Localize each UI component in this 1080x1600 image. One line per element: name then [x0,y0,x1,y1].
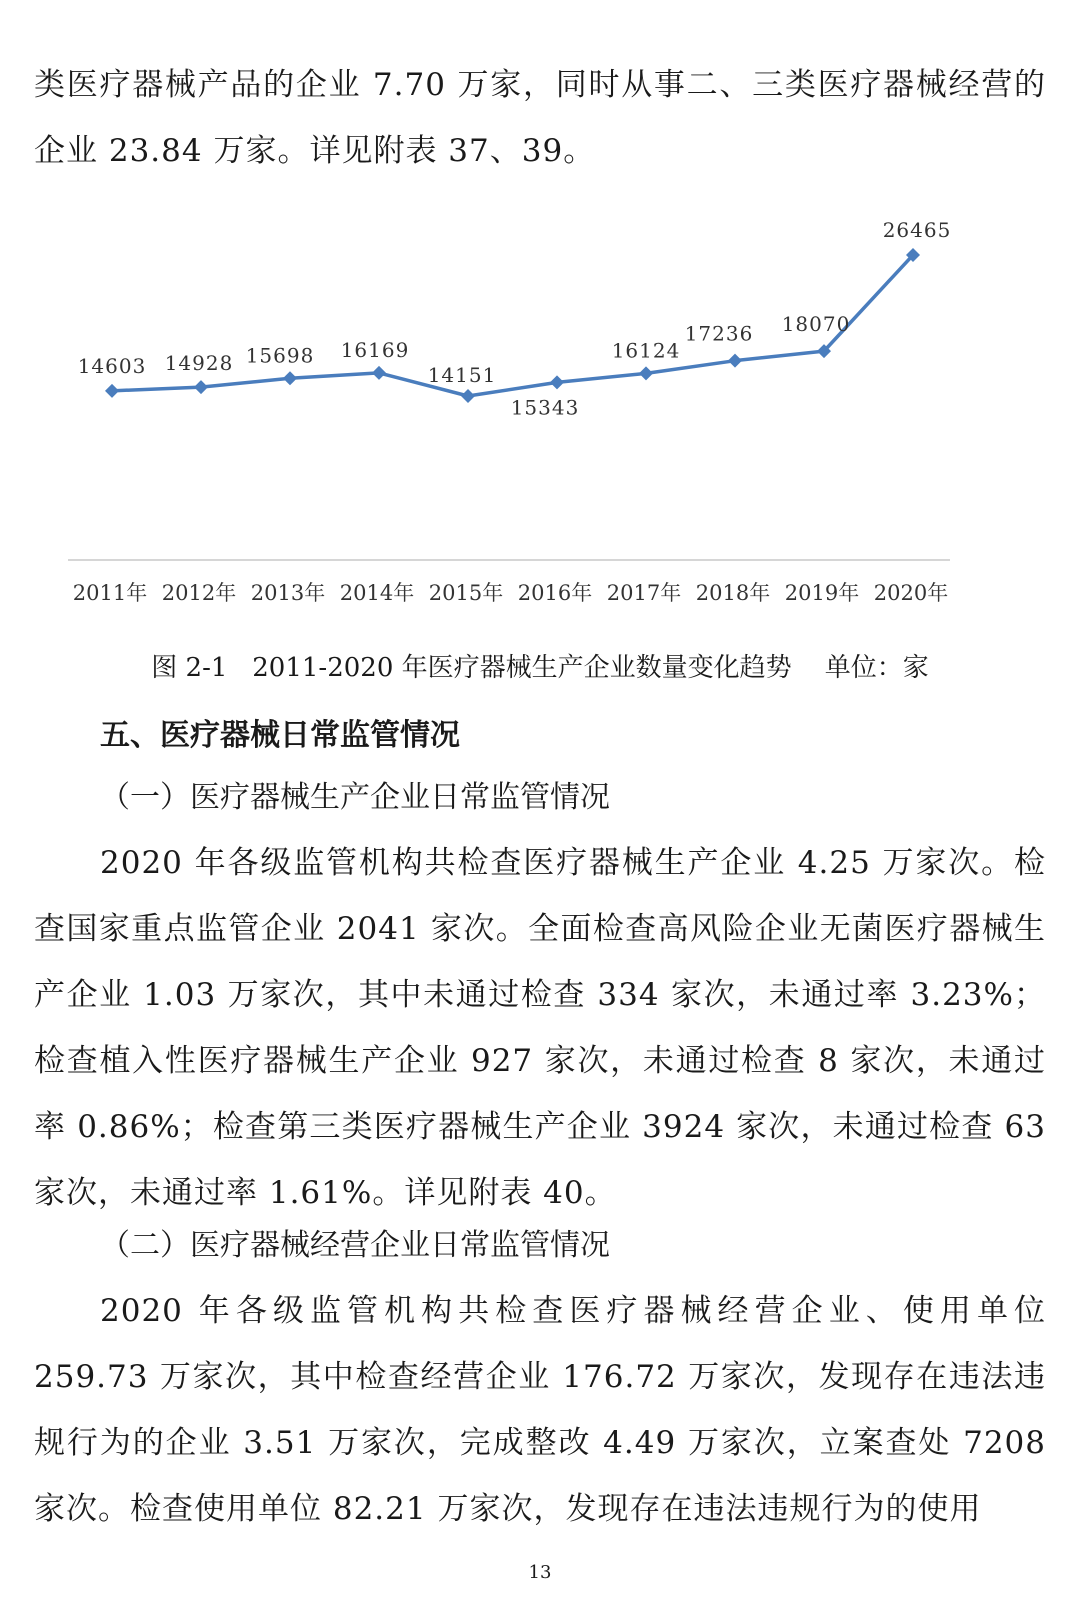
data-label: 16124 [611,338,681,363]
figure-caption [0,650,1080,686]
data-label: 14151 [427,363,497,387]
page-number: 13 [528,1562,552,1583]
figure-unit: 单位：家 [824,653,929,683]
x-tick-label: 2011年 [72,581,148,605]
x-tick-label: 2016年 [517,581,593,605]
subsection-heading-1: （一）医疗器械生产企业日常监管情况 [100,780,610,815]
data-label: 26465 [882,220,952,242]
x-tick-label: 2012年 [161,581,237,605]
x-tick-label: 2017年 [606,581,682,605]
subsection-paragraph-2: 2020 年各级监管机构共检查医疗器械经营企业、使用单位 259.73 万家次，其中检查经营企业 176.72 万家次，发现存在违法违规行为的企业 3.51 万家次，完成整改 4.49 万家次，立案查处 7208 家次。检查使用单位 82.21 万家次，发现存在违法违规行为的使用 [34,1293,1046,1527]
data-label: 18070 [781,312,851,337]
data-label: 16169 [340,337,410,362]
line-chart [0,220,1080,630]
figure-caption-text: 2011-2020 年医疗器械生产企业数量变化趋势 [252,653,792,683]
data-point-marker [728,354,742,368]
figure-number: 图 2-1 [151,653,228,683]
x-tick-label: 2020年 [873,581,949,605]
data-point-marker [194,380,208,394]
x-tick-label: 2013年 [250,581,326,605]
subsection-paragraph-1: 2020 年各级监管机构共检查医疗器械生产企业 4.25 万家次。检查国家重点监管企业 2041 家次。全面检查高风险企业无菌医疗器械生产企业 1.03 万家次，其中未通过检查 334 家次，未通过率 3.23%；检查植入性医疗器械生产企业 927 家次，未通过检查 8 家次，未通过率 0.86%；检查第三类医疗器械生产企业 3924 家次，未通过检查 63 家次，未通过率 1.61%。详见附表 40。 [34,845,1046,1211]
data-point-marker [639,366,653,380]
x-tick-label: 2018年 [695,581,771,605]
subsection-heading-2: （二）医疗器械经营企业日常监管情况 [100,1228,610,1263]
data-label: 17236 [684,321,754,346]
intro-paragraph: 类医疗器械产品的企业 7.70 万家，同时从事二、三类医疗器械经营的企业 23.84 万家。详见附表 37、39。 [34,67,1046,169]
data-label: 15698 [245,343,315,368]
data-label: 15343 [510,395,580,420]
data-point-marker [372,366,386,380]
data-point-marker [550,375,564,389]
data-label: 14603 [77,353,147,378]
section-heading: 五、医疗器械日常监管情况 [100,718,460,753]
data-point-marker [283,371,297,385]
data-point-marker [105,384,119,398]
x-tick-label: 2019年 [784,581,860,605]
data-point-marker [461,389,475,403]
data-label: 14928 [164,351,234,376]
x-tick-label: 2015年 [428,581,504,605]
x-tick-label: 2014年 [339,581,415,605]
